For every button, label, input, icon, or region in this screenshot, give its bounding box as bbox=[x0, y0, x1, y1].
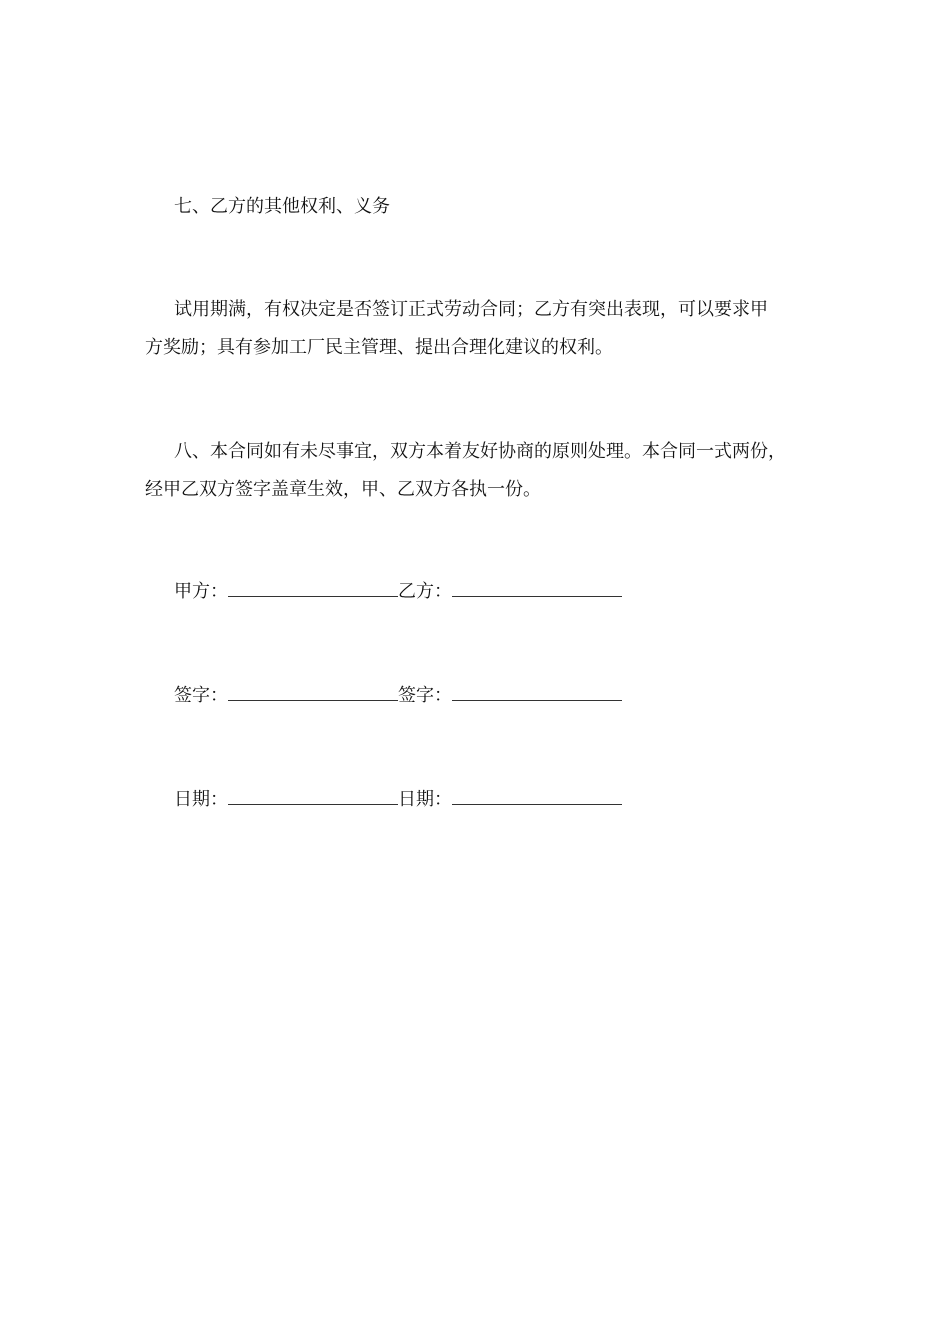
date-row bbox=[174, 789, 622, 811]
sign-a-label: 签字： bbox=[174, 685, 228, 706]
date-a-label: 日期： bbox=[174, 789, 228, 810]
party-a-label: 甲方： bbox=[174, 581, 228, 602]
party-b-blank[interactable] bbox=[452, 582, 622, 597]
sign-b-blank[interactable] bbox=[452, 686, 622, 701]
section-7-heading: 七、乙方的其他权利、义务 bbox=[174, 196, 390, 217]
date-b-blank[interactable] bbox=[452, 790, 622, 805]
party-signature-row bbox=[174, 581, 622, 603]
party-b-label: 乙方： bbox=[398, 581, 452, 602]
section-7-paragraph-line-2: 方奖励；具有参加工厂民主管理、提出合理化建议的权利。 bbox=[145, 337, 613, 358]
section-7-paragraph-line-1: 试用期满，有权决定是否签订正式劳动合同；乙方有突出表现，可以要求甲 bbox=[174, 299, 768, 320]
sign-a-blank[interactable] bbox=[228, 686, 398, 701]
date-b-label: 日期： bbox=[398, 789, 452, 810]
section-8-line-2: 经甲乙双方签字盖章生效，甲、乙双方各执一份。 bbox=[145, 479, 541, 500]
sign-b-label: 签字： bbox=[398, 685, 452, 706]
sign-row bbox=[174, 685, 622, 707]
date-a-blank[interactable] bbox=[228, 790, 398, 805]
section-8-line-1: 八、本合同如有未尽事宜，双方本着友好协商的原则处理。本合同一式两份， bbox=[174, 441, 786, 462]
party-a-blank[interactable] bbox=[228, 582, 398, 597]
